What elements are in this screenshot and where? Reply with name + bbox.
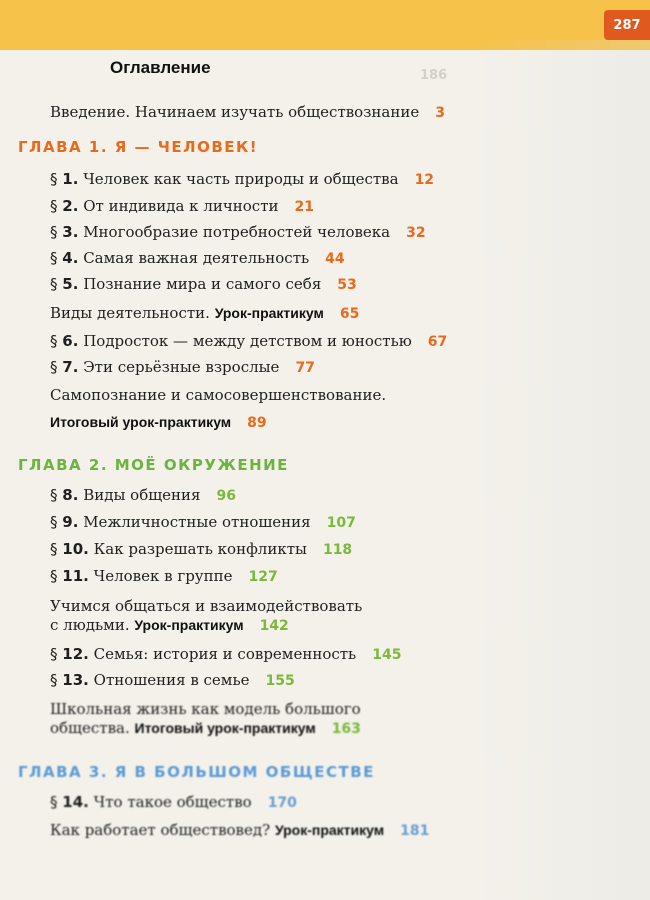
section-number: § 13. [50,671,89,689]
entry-text: Отношения в семье [93,671,250,689]
section-number: § 3. [50,223,79,241]
entry-text: Что такое общество [93,793,252,811]
section-number: § 9. [50,513,79,531]
page-ref: 32 [406,225,426,241]
toc-final-practicum[interactable]: общества. Итоговый урок-практикум 163 [50,719,361,737]
section-number: § 10. [50,540,89,558]
chapter-2-heading[interactable]: ГЛАВА 2. МОЁ ОКРУЖЕНИЕ [18,456,289,474]
toc-practicum[interactable]: Как работает обществовед? Урок-практикум 181 [50,821,430,839]
section-number: § 2. [50,197,79,215]
toc-entry[interactable] [50,222,426,242]
entry-text: Человек в группе [93,567,233,585]
page-ref: 155 [265,673,295,689]
toc-practicum-line1: Учимся общаться и взаимодействовать [50,597,363,615]
page-ref: 3 [435,105,445,121]
entry-text: Как разрешать конфликты [93,540,307,558]
toc-entry[interactable] [50,485,236,505]
page-ref: 44 [325,251,345,267]
page-ref: 96 [216,488,236,504]
entry-text: Познание мира и самого себя [83,275,322,293]
entry-text: Межличностные отношения [83,513,311,531]
toc-entry[interactable] [50,196,314,216]
toc-entry[interactable] [50,169,434,189]
toc-practicum[interactable]: с людьми. Урок-практикум 142 [50,616,289,634]
section-number: § 7. [50,358,79,376]
section-number: § 11. [50,567,89,585]
section-number: § 4. [50,249,79,267]
chapter-3-heading[interactable]: ГЛАВА 3. Я В БОЛЬШОМ ОБЩЕСТВЕ [18,763,375,781]
chapter-1-heading[interactable]: ГЛАВА 1. Я — ЧЕЛОВЕК! [18,138,259,156]
page-ref: 163 [331,721,361,737]
page-ref: 65 [339,306,360,322]
entry-text: Эти серьёзные взрослые [83,358,280,376]
page-ref: 127 [248,569,278,585]
entry-text: Человек как часть природы и общества [83,170,399,188]
section-number: § 6. [50,332,79,350]
entry-text: Семья: история и современность [93,645,357,663]
toc-entry[interactable] [50,792,297,812]
toc-entry[interactable] [50,331,447,351]
page-ref: 89 [247,415,267,431]
page-ref: 142 [259,618,289,634]
toc-final-line1: Школьная жизнь как модель большого [50,700,361,718]
intro-text: Введение. Начинаем изучать обществознание [50,103,420,121]
section-number: § 5. [50,275,79,293]
section-number: § 12. [50,645,89,663]
toc-entry[interactable] [50,670,295,690]
toc-intro[interactable] [50,102,445,122]
page-ref: 118 [322,542,353,558]
toc-practicum[interactable]: Виды деятельности. Урок-практикум 65 [50,304,360,322]
toc-entry[interactable] [50,566,278,586]
page-ref: 145 [372,647,402,663]
page-ref: 107 [326,515,356,531]
toc-entry[interactable] [50,512,356,532]
toc-entry[interactable] [50,248,345,268]
page-ref: 181 [400,823,430,839]
toc-text-line: Самопознание и самосовершенствование. [50,386,387,404]
page-ref: 21 [294,199,314,215]
entry-text: Подросток — между детством и юностью [83,332,412,350]
section-number: § 1. [50,170,79,188]
section-number: § 8. [50,486,79,504]
bleed-through-text: 186 [420,68,448,83]
page-shadow [470,40,650,900]
page-ref: 170 [267,795,297,811]
toc-entry[interactable] [50,644,401,664]
toc-title: Оглавление [110,58,211,77]
entry-text: Виды общения [83,486,201,504]
page-ref: 67 [427,334,448,350]
page-ref: 12 [414,172,435,188]
entry-text: Самая важная деятельность [83,249,310,267]
page-number-badge: 287 [604,10,650,40]
entry-text: Многообразие потребностей человека [83,223,391,241]
toc-final-practicum[interactable]: Итоговый урок-практикум 89 [50,414,267,431]
page-ref: 53 [337,277,357,293]
toc-entry[interactable] [50,274,357,294]
toc-entry[interactable] [50,539,352,559]
toc-entry[interactable] [50,357,315,377]
section-number: § 14. [50,793,89,811]
page-ref: 77 [295,360,315,376]
entry-text: От индивида к личности [83,197,279,215]
